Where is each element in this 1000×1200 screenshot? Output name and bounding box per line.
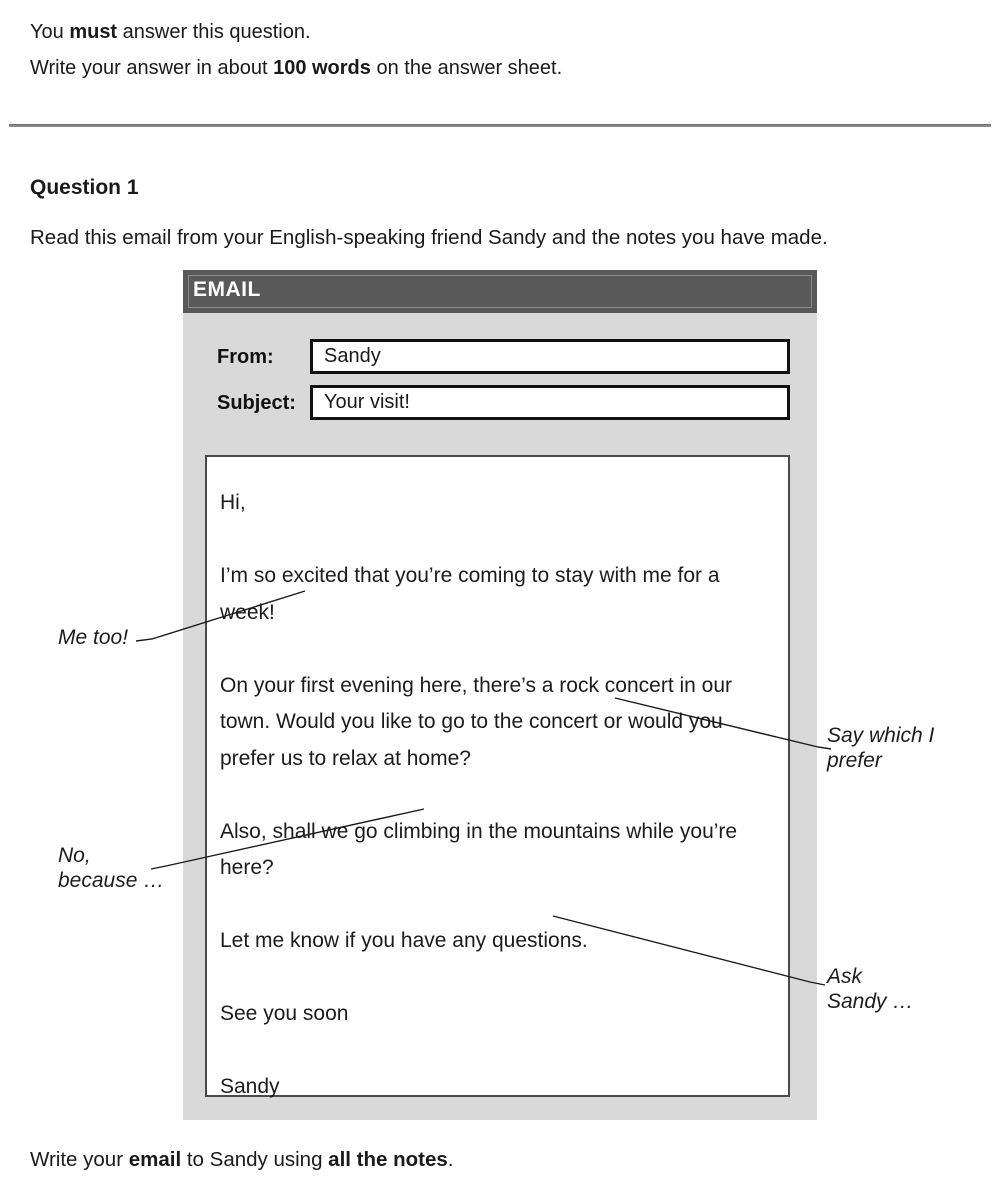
email-paragraph: Let me know if you have any questions. (220, 929, 588, 952)
email-window-title: EMAIL (193, 278, 261, 301)
email-paragraph: Also, shall we go climbing in the mountains while you’re here? (220, 819, 738, 879)
note-no-because: No, because … (58, 844, 165, 892)
note-me-too: Me too! (58, 626, 129, 649)
email-paragraph: On your first evening here, there’s a rock concert in our town. Would you like to go to the concert or would you prefer us to relax at home? (220, 673, 733, 770)
write-instruction: Write your email to Sandy using all the notes. (30, 1148, 454, 1171)
question-heading: Question 1 (30, 176, 139, 199)
email-signature: Sandy (220, 1075, 280, 1098)
email-message-body (205, 455, 790, 1097)
email-signoff: See you soon (220, 1002, 349, 1025)
email-titlebar (183, 270, 817, 313)
email-paragraph: Hi, (220, 491, 246, 514)
note-say-which-i-prefer: Say which I prefer (827, 724, 935, 772)
titlebar-outline (188, 275, 812, 308)
note-ask-sandy: Ask Sandy … (827, 965, 914, 1013)
exam-rubric (30, 14, 562, 86)
email-window (183, 270, 817, 1120)
from-field[interactable]: Sandy (310, 339, 790, 374)
rubric-line-1: You must answer this question. (30, 21, 311, 43)
from-label: From: (217, 346, 274, 368)
subject-label: Subject: (217, 392, 296, 414)
subject-field[interactable]: Your visit! (310, 385, 790, 420)
horizontal-divider (9, 124, 991, 127)
email-paragraph: I’m so excited that you’re coming to stay with me for a week! (220, 564, 720, 624)
read-instruction: Read this email from your English-speaking friend Sandy and the notes you have made. (30, 226, 828, 249)
rubric-line-2: Write your answer in about 100 words on the answer sheet. (30, 57, 563, 79)
